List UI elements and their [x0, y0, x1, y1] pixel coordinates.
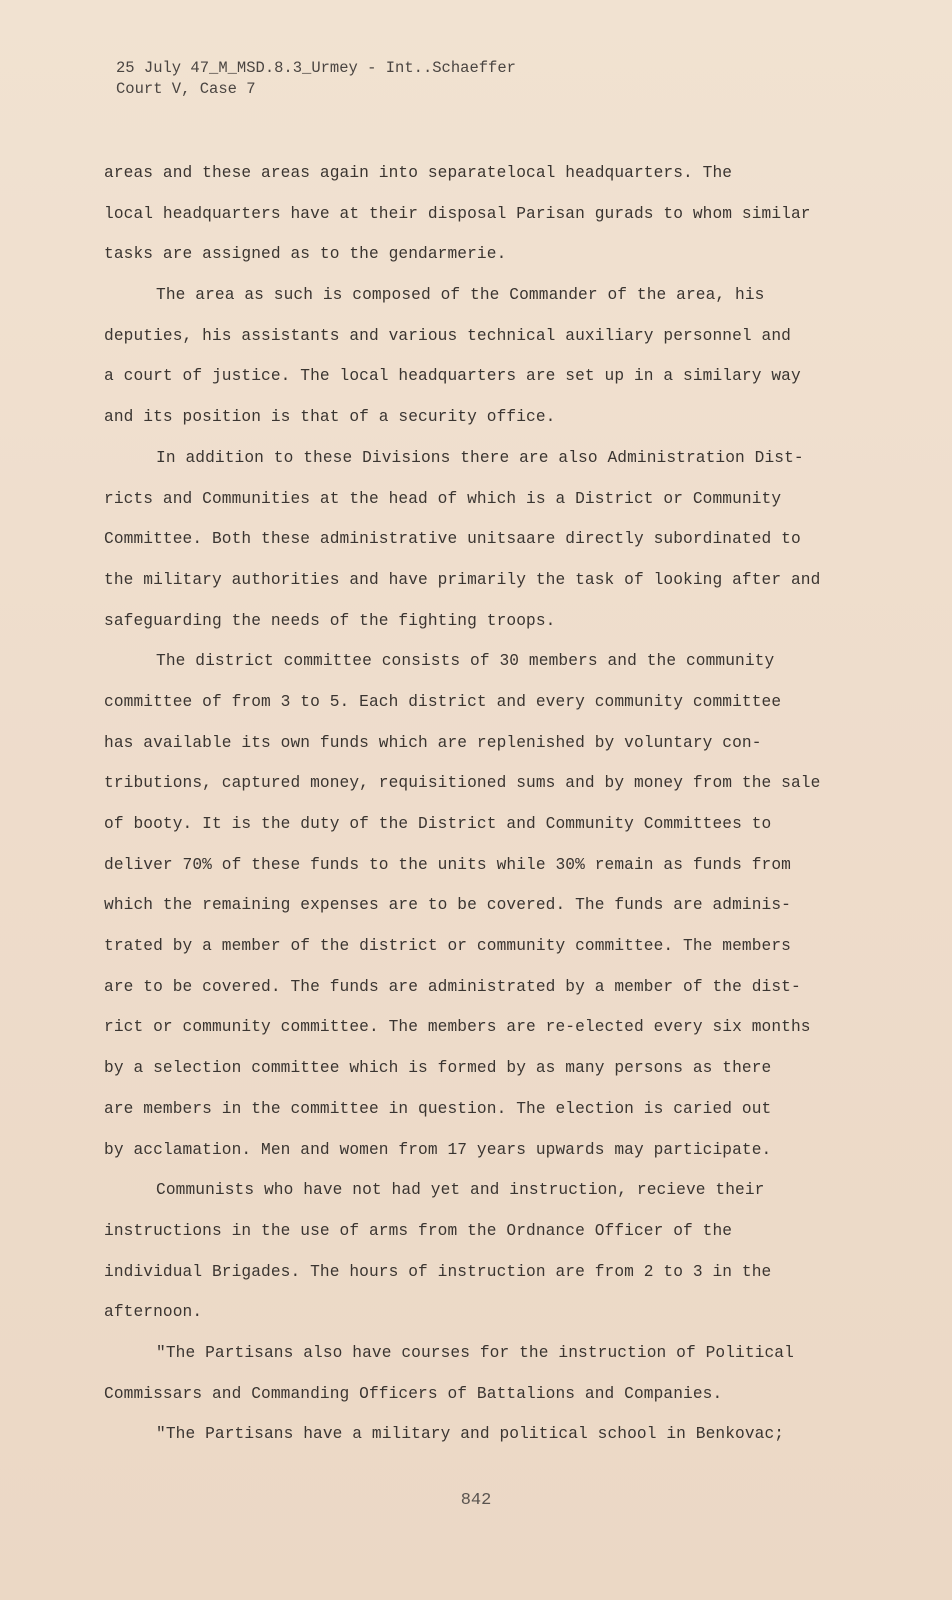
text-line: are to be covered. The funds are administrated by a member of the dist- [104, 977, 801, 996]
text-line: a court of justice. The local headquarters are set up in a similary way [104, 367, 801, 386]
paragraph-start-line: Communists who have not had yet and instruction, recieve their [156, 1181, 765, 1200]
paragraph-start-line: "The Partisans also have courses for the instruction of Political [156, 1343, 794, 1362]
text-line: and its position is that of a security office. [104, 408, 556, 427]
text-line: by a selection committee which is formed by as many persons as there [104, 1059, 772, 1078]
text-line: by acclamation. Men and women from 17 years upwards may participate. [104, 1140, 772, 1159]
text-line: afternoon. [104, 1303, 203, 1322]
paragraph-start-line: The district committee consists of 30 members and the community [156, 652, 775, 671]
text-line: committee of from 3 to 5. Each district and every community committee [104, 692, 782, 711]
text-line: trated by a member of the district or community committee. The members [104, 937, 791, 956]
text-line: has available its own funds which are replenished by voluntary con- [104, 733, 762, 752]
text-line: the military authorities and have primarily the task of looking after and [104, 570, 821, 589]
text-line: instructions in the use of arms from the Ordnance Officer of the [104, 1221, 733, 1240]
header-court-line: Court V, Case 7 [116, 80, 256, 98]
text-line: are members in the committee in question. The election is caried out [104, 1099, 772, 1118]
text-line: ricts and Communities at the head of which is a District or Community [104, 489, 782, 508]
text-line: deputies, his assistants and various technical auxiliary personnel and [104, 326, 791, 345]
document-header [116, 58, 516, 100]
text-line: deliver 70% of these funds to the units while 30% remain as funds from [104, 855, 791, 874]
text-line: local headquarters have at their disposal Parisan gurads to whom similar [104, 204, 811, 223]
text-line: tasks are assigned as to the gendarmerie. [104, 245, 507, 264]
paragraph-start-line: "The Partisans have a military and political school in Benkovac; [156, 1425, 785, 1444]
text-line: Commissars and Commanding Officers of Battalions and Companies. [104, 1384, 723, 1403]
text-line: individual Brigades. The hours of instruction are from 2 to 3 in the [104, 1262, 772, 1281]
document-body [104, 160, 864, 1462]
page-number: 842 [460, 1491, 492, 1510]
text-line: tributions, captured money, requisitioned sums and by money from the sale [104, 774, 821, 793]
header-reference-line: 25 July 47_M_MSD.8.3_Urmey - Int..Schaeffer [116, 59, 516, 77]
text-line: which the remaining expenses are to be covered. The funds are adminis- [104, 896, 791, 915]
text-line: Committee. Both these administrative unitsaare directly subordinated to [104, 530, 801, 549]
text-line: areas and these areas again into separatelocal headquarters. The [104, 164, 733, 182]
paragraph-start-line: In addition to these Divisions there are also Administration Dist- [156, 448, 804, 467]
text-line: of booty. It is the duty of the District and Community Committees to [104, 815, 772, 833]
text-line: rict or community committee. The members are re-elected every six months [104, 1018, 811, 1037]
paragraph-start-line: The area as such is composed of the Commander of the area, his [156, 286, 765, 305]
text-line: safeguarding the needs of the fighting troops. [104, 611, 556, 630]
